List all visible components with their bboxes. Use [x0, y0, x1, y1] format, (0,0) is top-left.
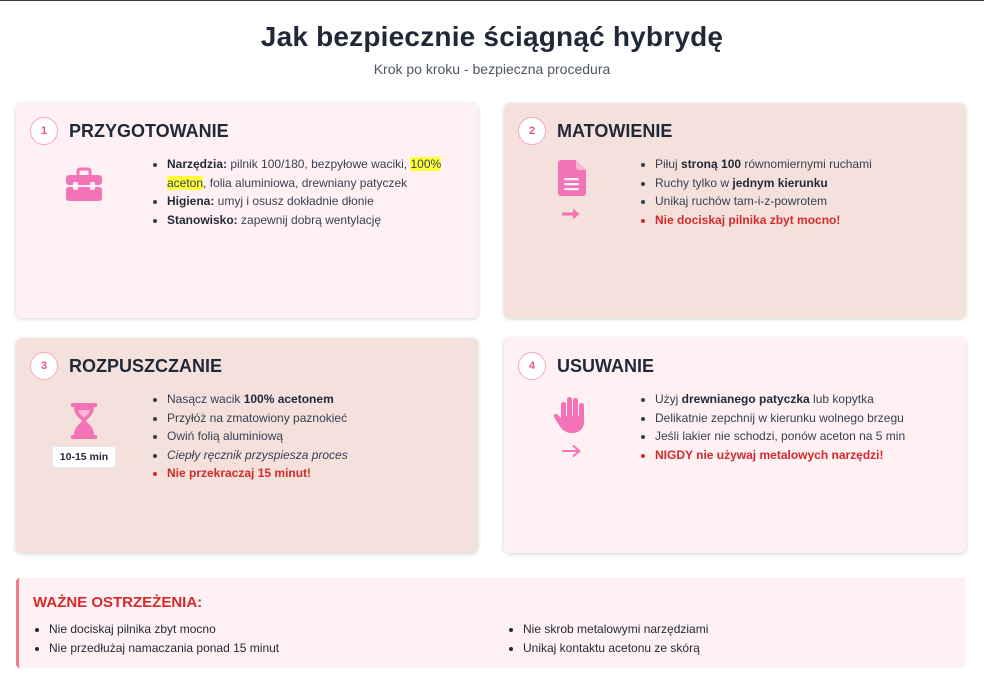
step-number-badge: 4 — [518, 352, 546, 380]
list-item: • Przyłóż na zmatowiony paznokieć — [167, 409, 464, 428]
step-list — [641, 390, 952, 464]
page-subtitle: Krok po kroku - bezpieczna procedura — [373, 61, 611, 77]
warning-item: • Nie dociskaj pilnika zbyt mocno! — [655, 211, 952, 230]
time-chip: 10-15 min — [52, 446, 116, 468]
step-number-badge: 2 — [518, 117, 546, 145]
list-item: • Nie przedłużaj namaczania ponad 15 minut — [49, 639, 279, 658]
step-title: USUWANIE — [557, 356, 655, 376]
step-number-badge: 3 — [30, 352, 58, 380]
warning-item: • NIGDY nie używaj metalowych narzędzi! — [655, 446, 952, 465]
step-icon-area — [532, 159, 612, 221]
warnings-list-left — [33, 620, 279, 657]
highlight: 100% aceton — [167, 157, 442, 190]
warnings-list-right — [507, 620, 708, 657]
warning-item: • Nie przekraczaj 15 minut! — [167, 464, 464, 483]
list-item: • Stanowisko: zapewnij dobrą wentylację — [167, 211, 464, 230]
step-list — [153, 155, 464, 229]
step-title: ROZPUSZCZANIE — [69, 356, 222, 376]
list-item: • Owiń folią aluminiową — [167, 427, 464, 446]
step-card-1 — [16, 103, 478, 318]
list-item: • Delikatnie zepchnij w kierunku wolnego brzegu — [655, 409, 952, 428]
step-number-badge: 1 — [30, 117, 58, 145]
step-card-4 — [504, 338, 966, 553]
hand-icon — [553, 394, 591, 434]
step-title: PRZYGOTOWANIE — [69, 121, 229, 141]
step-card-3 — [16, 338, 478, 553]
list-item: • Jeśli lakier nie schodzi, ponów aceton na 5 min — [655, 427, 952, 446]
step-icon-area — [532, 394, 612, 458]
arrow-right-icon — [562, 207, 582, 221]
list-item: • Piłuj stroną 100 równomiernymi ruchami — [655, 155, 952, 174]
page-title: Jak bezpiecznie ściągnąć hybrydę — [260, 21, 724, 52]
toolbox-icon — [64, 167, 104, 203]
list-item: • Nie dociskaj pilnika zbyt mocno — [49, 620, 279, 639]
step-icon-area — [44, 167, 124, 203]
hourglass-icon — [69, 402, 99, 440]
step-icon-area — [44, 402, 124, 468]
list-item: • Ruchy tylko w jednym kierunku — [655, 174, 952, 193]
list-item: • Higiena: umyj i osusz dokładnie dłonie — [167, 192, 464, 211]
list-item: • Użyj drewnianego patyczka lub kopytka — [655, 390, 952, 409]
step-card-2 — [504, 103, 966, 318]
warnings-title: WAŻNE OSTRZEŻENIA: — [33, 594, 203, 611]
step-list — [153, 390, 464, 483]
list-item: • Nie skrob metalowymi narzędziami — [523, 620, 708, 639]
step-title: MATOWIENIE — [557, 121, 673, 141]
list-item: • Narzędzia: pilnik 100/180, bezpyłowe waciki, 100% aceton, folia aluminiowa, drewniany patyczek — [167, 155, 464, 192]
step-list — [641, 155, 952, 229]
file-icon — [557, 159, 587, 197]
list-item: • Unikaj kontaktu acetonu ze skórą — [523, 639, 708, 658]
list-item: • Nasącz wacik 100% acetonem — [167, 390, 464, 409]
tip-item: • Ciepły ręcznik przyspiesza proces — [167, 446, 464, 465]
page-header — [0, 1, 984, 77]
warnings-panel — [16, 578, 966, 668]
arrow-right-icon — [562, 444, 582, 458]
list-item: • Unikaj ruchów tam-i-z-powrotem — [655, 192, 952, 211]
